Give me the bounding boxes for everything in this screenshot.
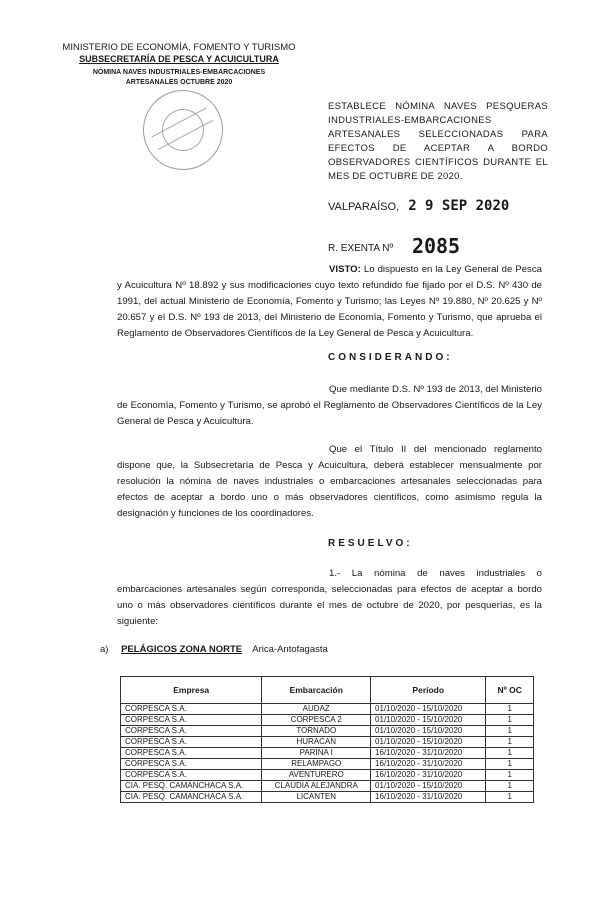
nomina-line-2: ARTESANALES OCTUBRE 2020 bbox=[125, 79, 233, 86]
resolution-number-line bbox=[328, 232, 460, 256]
section-a-heading bbox=[100, 644, 328, 655]
cell-embarcacion: PARINA I bbox=[262, 748, 371, 759]
cell-empresa: CORPESCA S.A. bbox=[121, 770, 262, 781]
cell-periodo: 16/10/2020 - 31/10/2020 bbox=[371, 770, 486, 781]
considerando-paragraph-2: Que el Título II del mencionado reglamento dispone que, la Subsecretaría de Pesca y Acuicultura, deberá establecer mensualmente por resolución la nómina de naves industriales o embarcaciones artesanales seleccionadas para efectos de aceptar a bordo uno o más observadores científicos, como asimismo regula la designación y funciones de los coordinadores. bbox=[117, 444, 542, 519]
cell-embarcacion: TORNADO bbox=[262, 726, 371, 737]
official-stamp bbox=[129, 76, 237, 184]
table-row bbox=[121, 715, 534, 726]
table-row bbox=[121, 792, 534, 803]
table-row bbox=[121, 704, 534, 715]
cell-num-oc: 1 bbox=[486, 726, 534, 737]
visto-paragraph bbox=[117, 262, 542, 342]
considerando-heading: CONSIDERANDO: bbox=[328, 352, 453, 363]
cell-empresa: CORPESCA S.A. bbox=[121, 759, 262, 770]
resolution-number: 2085 bbox=[411, 234, 461, 258]
table-row bbox=[121, 737, 534, 748]
ministry-heading: MINISTERIO DE ECONOMÍA, FOMENTO Y TURISMO bbox=[62, 42, 296, 53]
cell-num-oc: 1 bbox=[486, 704, 534, 715]
city-name: VALPARAÍSO, bbox=[328, 201, 400, 213]
cell-num-oc: 1 bbox=[486, 737, 534, 748]
visto-heading: VISTO: bbox=[329, 264, 361, 275]
cell-num-oc: 1 bbox=[486, 748, 534, 759]
table-row bbox=[121, 759, 534, 770]
section-name: PELÁGICOS ZONA NORTE bbox=[121, 644, 243, 655]
resolution-label: R. EXENTA Nº bbox=[328, 243, 394, 254]
place-date bbox=[328, 198, 509, 214]
cell-embarcacion: RELAMPAGO bbox=[262, 759, 371, 770]
vessels-table bbox=[120, 676, 534, 803]
cell-embarcacion: AUDAZ bbox=[262, 704, 371, 715]
cell-periodo: 01/10/2020 - 15/10/2020 bbox=[371, 726, 486, 737]
header-embarcacion: Embarcación bbox=[262, 677, 371, 704]
table-header-row bbox=[121, 677, 534, 704]
cell-embarcacion: CORPESCA 2 bbox=[262, 715, 371, 726]
cell-periodo: 01/10/2020 - 15/10/2020 bbox=[371, 781, 486, 792]
resolution-title: ESTABLECE NÓMINA NAVES PESQUERAS INDUSTRIALES-EMBARCACIONES ARTESANALES SELECCIONADAS PARA EFECTOS DE ACEPTAR A BORDO OBSERVADORES CIENTÍFICOS DURANTE EL MES DE OCTUBRE DE 2020. bbox=[328, 101, 548, 182]
cell-num-oc: 1 bbox=[486, 781, 534, 792]
cell-empresa: CIA. PESQ. CAMANCHACA S.A. bbox=[121, 781, 262, 792]
table-row bbox=[121, 781, 534, 792]
subsecretaria-heading: SUBSECRETARÍA DE PESCA Y ACUICULTURA bbox=[79, 54, 279, 64]
cell-empresa: CIA. PESQ. CAMANCHACA S.A. bbox=[121, 792, 262, 803]
stamped-date: 2 9 SEP 2020 bbox=[408, 198, 510, 214]
nomina-line-1: NÓMINA NAVES INDUSTRIALES-EMBARCACIONES bbox=[92, 69, 266, 76]
cell-empresa: CORPESCA S.A. bbox=[121, 737, 262, 748]
resuelvo-heading: RESUELVO: bbox=[328, 538, 413, 549]
cell-embarcacion: CLAUDIA ALEJANDRA bbox=[262, 781, 371, 792]
header-num-oc: Nº OC bbox=[486, 677, 534, 704]
cell-num-oc: 1 bbox=[486, 759, 534, 770]
header-empresa: Empresa bbox=[121, 677, 262, 704]
cell-num-oc: 1 bbox=[486, 792, 534, 803]
cell-num-oc: 1 bbox=[486, 715, 534, 726]
section-region: Arica-Antofagasta bbox=[252, 644, 328, 655]
visto-text: Lo dispuesto en la Ley General de Pesca y Acuicultura Nº 18.892 y sus modificaciones cuyo texto refundido fue fijado por el D.S. Nº 430 de 1991, del actual Ministerio de Economía, Fomento y Turismo; las Leyes Nº 19.880, Nº 20.625 y Nº 20.657 y el D.S. Nº 193 de 2013, del Ministerio de Economía, Fomento y Turismo, que aprueba el Reglamento de Observadores Científicos de la Ley General de Pesca y Acuicultura. bbox=[117, 264, 542, 339]
cell-empresa: CORPESCA S.A. bbox=[121, 704, 262, 715]
cell-periodo: 01/10/2020 - 15/10/2020 bbox=[371, 715, 486, 726]
table-row bbox=[121, 726, 534, 737]
section-letter: a) bbox=[100, 644, 109, 655]
cell-periodo: 16/10/2020 - 31/10/2020 bbox=[371, 792, 486, 803]
cell-empresa: CORPESCA S.A. bbox=[121, 726, 262, 737]
table-row bbox=[121, 748, 534, 759]
resuelvo-paragraph-1: 1.- La nómina de naves industriales o embarcaciones artesanales según corresponda, seleccionadas para efectos de aceptar a bordo uno o más observadores científicos durante el mes de octubre de 2020, por pesquerías, es la siguiente: bbox=[117, 568, 542, 627]
cell-periodo: 16/10/2020 - 31/10/2020 bbox=[371, 748, 486, 759]
cell-num-oc: 1 bbox=[486, 770, 534, 781]
header-periodo: Período bbox=[371, 677, 486, 704]
cell-periodo: 01/10/2020 - 15/10/2020 bbox=[371, 704, 486, 715]
considerando-paragraph-1: Que mediante D.S. Nº 193 de 2013, del Ministerio de Economía, Fomento y Turismo, se aprobó el Reglamento de Observadores Científicos de la Ley General de Pesca y Acuicultura. bbox=[117, 384, 542, 427]
cell-periodo: 16/10/2020 - 31/10/2020 bbox=[371, 759, 486, 770]
cell-empresa: CORPESCA S.A. bbox=[121, 715, 262, 726]
cell-embarcacion: AVENTURERO bbox=[262, 770, 371, 781]
cell-embarcacion: LICANTEN bbox=[262, 792, 371, 803]
cell-embarcacion: HURACAN bbox=[262, 737, 371, 748]
cell-periodo: 01/10/2020 - 15/10/2020 bbox=[371, 737, 486, 748]
table-row bbox=[121, 770, 534, 781]
cell-empresa: CORPESCA S.A. bbox=[121, 748, 262, 759]
